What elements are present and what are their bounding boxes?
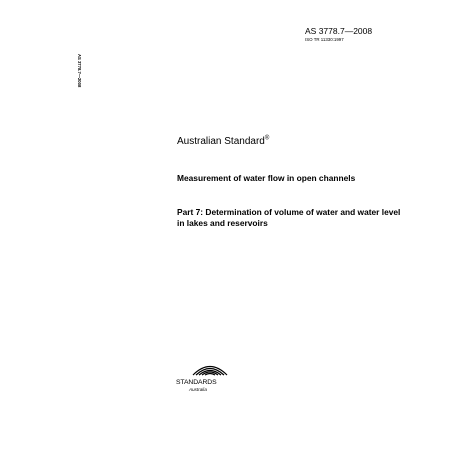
registered-mark: ® bbox=[264, 135, 270, 142]
document-title: Measurement of water flow in open channels bbox=[177, 173, 356, 183]
document-number: AS 3778.7—2008 bbox=[305, 26, 373, 36]
standards-australia-logo-icon bbox=[191, 362, 229, 378]
standard-series bbox=[177, 136, 269, 148]
publisher-name: STANDARDS bbox=[176, 379, 217, 386]
document-part-title: Part 7: Determination of volume of water and water level in lakes and reservoirs bbox=[177, 207, 401, 228]
series-name: Australian Standard bbox=[177, 136, 265, 147]
publisher-logo bbox=[176, 362, 238, 400]
iso-reference: ISO TR 11330:1997 bbox=[305, 37, 344, 42]
publisher-subname: Australia bbox=[189, 387, 207, 392]
spine-text: AS 3778.7—2008 bbox=[77, 54, 82, 88]
